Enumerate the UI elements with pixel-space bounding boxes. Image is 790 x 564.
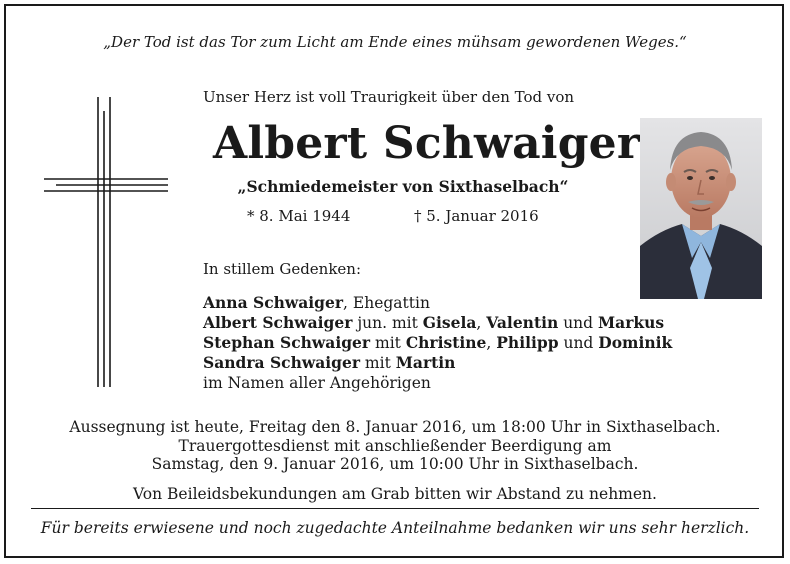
motto-quote: „Der Tod ist das Tor zum Licht am Ende eines mühsam gewordenen Weges.“ <box>103 33 687 51</box>
mourner-line <box>203 353 672 373</box>
mourner-connector: mit <box>370 334 406 352</box>
mourner-relation: , Ehegattin <box>343 294 430 312</box>
mourner-name: Philipp <box>496 333 559 352</box>
mourner-connector: und <box>558 314 599 332</box>
thanks-note: Für bereits erwiesene und noch zugedachte Anteilnahme bedanken wir uns sehr herzlich. <box>40 519 750 537</box>
intro-text: Unser Herz ist voll Traurigkeit über den Tod von <box>203 88 575 106</box>
birth-date: * 8. Mai 1944 <box>247 207 351 225</box>
mourner-connector: , <box>476 314 487 332</box>
occupation: „Schmiedemeister von Sixthaselbach“ <box>237 177 569 196</box>
mourner-connector: mit <box>360 354 396 372</box>
condolence-note: Von Beileidsbekundungen am Grab bitten wir Abstand zu nehmen. <box>133 485 657 503</box>
mourners-list <box>203 293 672 393</box>
mourner-connector: jun. mit <box>352 314 423 332</box>
death-date: † 5. Januar 2016 <box>414 207 539 225</box>
deceased-name: Albert Schwaiger <box>213 118 641 169</box>
mourner-name: Christine <box>405 333 487 352</box>
mourner-name: Stephan Schwaiger <box>203 333 371 352</box>
service-line-2: Trauergottesdienst mit anschließender Beerdigung am <box>178 436 612 455</box>
mourner-name: Sandra Schwaiger <box>203 353 360 372</box>
portrait-photo <box>640 118 762 299</box>
divider <box>31 508 759 509</box>
mourner-name: Dominik <box>598 333 673 352</box>
mourner-closing: im Namen aller Angehörigen <box>203 374 431 392</box>
mourner-line <box>203 313 672 333</box>
in-memory-heading: In stillem Gedenken: <box>203 260 362 278</box>
service-info <box>0 418 790 474</box>
mourner-name: Martin <box>395 353 456 372</box>
mourner-name: Albert Schwaiger <box>203 313 353 332</box>
mourner-name: Valentin <box>486 313 559 332</box>
mourner-name: Markus <box>598 313 665 332</box>
mourner-line <box>203 293 672 313</box>
mourner-connector: , <box>486 334 497 352</box>
mourner-name: Anna Schwaiger <box>203 293 344 312</box>
mourner-connector: und <box>558 334 599 352</box>
mourner-line <box>203 333 672 353</box>
cross-icon <box>40 95 172 391</box>
mourner-name: Gisela <box>422 313 477 332</box>
service-line-3: Samstag, den 9. Januar 2016, um 10:00 Uhr in Sixthaselbach. <box>151 455 639 473</box>
service-line-1: Aussegnung ist heute, Freitag den 8. Januar 2016, um 18:00 Uhr in Sixthaselbach. <box>69 418 721 436</box>
